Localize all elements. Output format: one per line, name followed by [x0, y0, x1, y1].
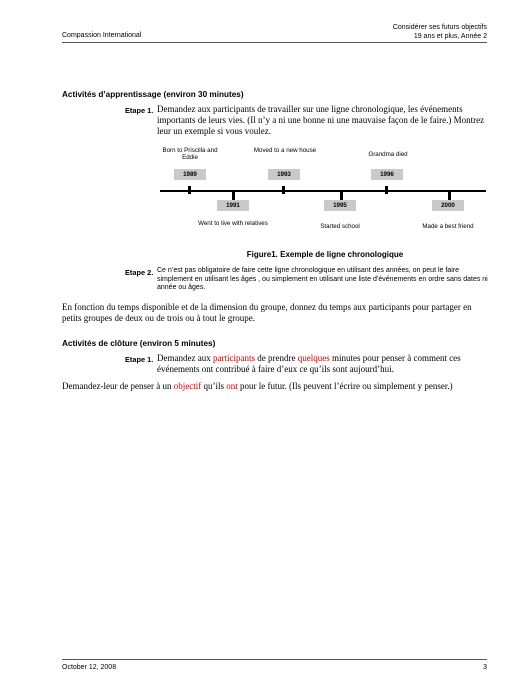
timeline-tick: [232, 192, 235, 200]
highlighted-word: objectif: [173, 381, 202, 391]
sharing-paragraph: En fonction du temps disponible et de la dimension du groupe, donnez du temps aux participants pour partager en petits groupes de deux ou de trois ou à tout le groupe.: [62, 302, 472, 323]
timeline-tick: [385, 186, 388, 194]
text-segment: Demandez-leur de penser à un: [62, 381, 174, 391]
timeline-year-box: 1995: [324, 200, 356, 211]
step2-text: Ce n’est pas obligatoire de faire cette ligne chronologique en utilisant des années, on peut le faire simplement en utilisant les âges , ou simplement en utilisant une liste d’événements en ordre sans dates ni année ou âges.: [157, 267, 488, 292]
closing-step1-label: Etape 1.: [125, 355, 154, 364]
timeline-figure: [160, 144, 490, 239]
header-title: [393, 23, 487, 41]
timeline-event-label: Grandma died: [368, 151, 408, 158]
timeline-year-box: 1996: [371, 169, 403, 180]
timeline-event-label: Born to Priscilla and Eddie: [162, 147, 218, 162]
timeline-year-box: 1991: [217, 200, 249, 211]
footer-date: October 12, 2008: [62, 664, 117, 671]
timeline-year-box: 1993: [268, 169, 300, 180]
footer-rule: [62, 659, 487, 660]
timeline-year-box: 2000: [432, 200, 464, 211]
step2-label: Etape 2.: [125, 268, 154, 277]
timeline-tick: [448, 192, 451, 200]
header-title-line1: Considérer ses futurs objectifs: [392, 24, 487, 31]
timeline-tick: [340, 192, 343, 200]
timeline-axis: [160, 190, 486, 192]
closing-step1-text: [157, 353, 489, 375]
highlighted-word: participants: [212, 353, 255, 363]
timeline-event-label: Started school: [320, 223, 360, 230]
timeline-tick: [282, 186, 285, 194]
text-segment: minutes pour penser à comment ces événements ont contribué à faire d’eux ce qu’ils sont aujourd’hui.: [157, 353, 461, 374]
timeline-event-label: Moved to a new house: [253, 147, 317, 154]
text-segment: qu’ils: [201, 381, 227, 391]
step1-label: Etape 1.: [125, 106, 154, 115]
text-segment: pour le futur. (Ils peuvent l’écrire ou simplement y penser.): [237, 381, 453, 391]
timeline-year-box: 1989: [174, 169, 206, 180]
figure-caption: Figure1. Exemple de ligne chronologique: [246, 250, 404, 259]
header-rule: [62, 42, 487, 43]
timeline-event-label: Made a best friend: [422, 223, 474, 230]
highlighted-word: ont: [226, 381, 238, 391]
text-segment: de prendre: [254, 353, 298, 363]
step1-text: Demandez aux participants de travailler sur une ligne chronologique, les événements importants de leurs vies. (Il n’y a ni une bonne ni une mauvaise façon de le faire.) Montrez leur un exemple si vous voulez.: [157, 104, 485, 136]
text-segment: Demandez aux: [157, 353, 213, 363]
timeline-event-label: Went to live with relatives: [198, 220, 268, 227]
page-number: 3: [483, 664, 487, 671]
timeline-tick: [188, 186, 191, 194]
closing-paragraph: [62, 381, 487, 392]
header-title-line2: 19 ans et plus, Année 2: [413, 33, 487, 40]
section-heading-learning: Activités d’apprentissage (environ 30 minutes): [62, 90, 244, 99]
header-organization: Compassion International: [62, 32, 142, 39]
section-heading-closing: Activités de clôture (environ 5 minutes): [62, 339, 216, 348]
highlighted-word: quelques: [297, 353, 330, 363]
